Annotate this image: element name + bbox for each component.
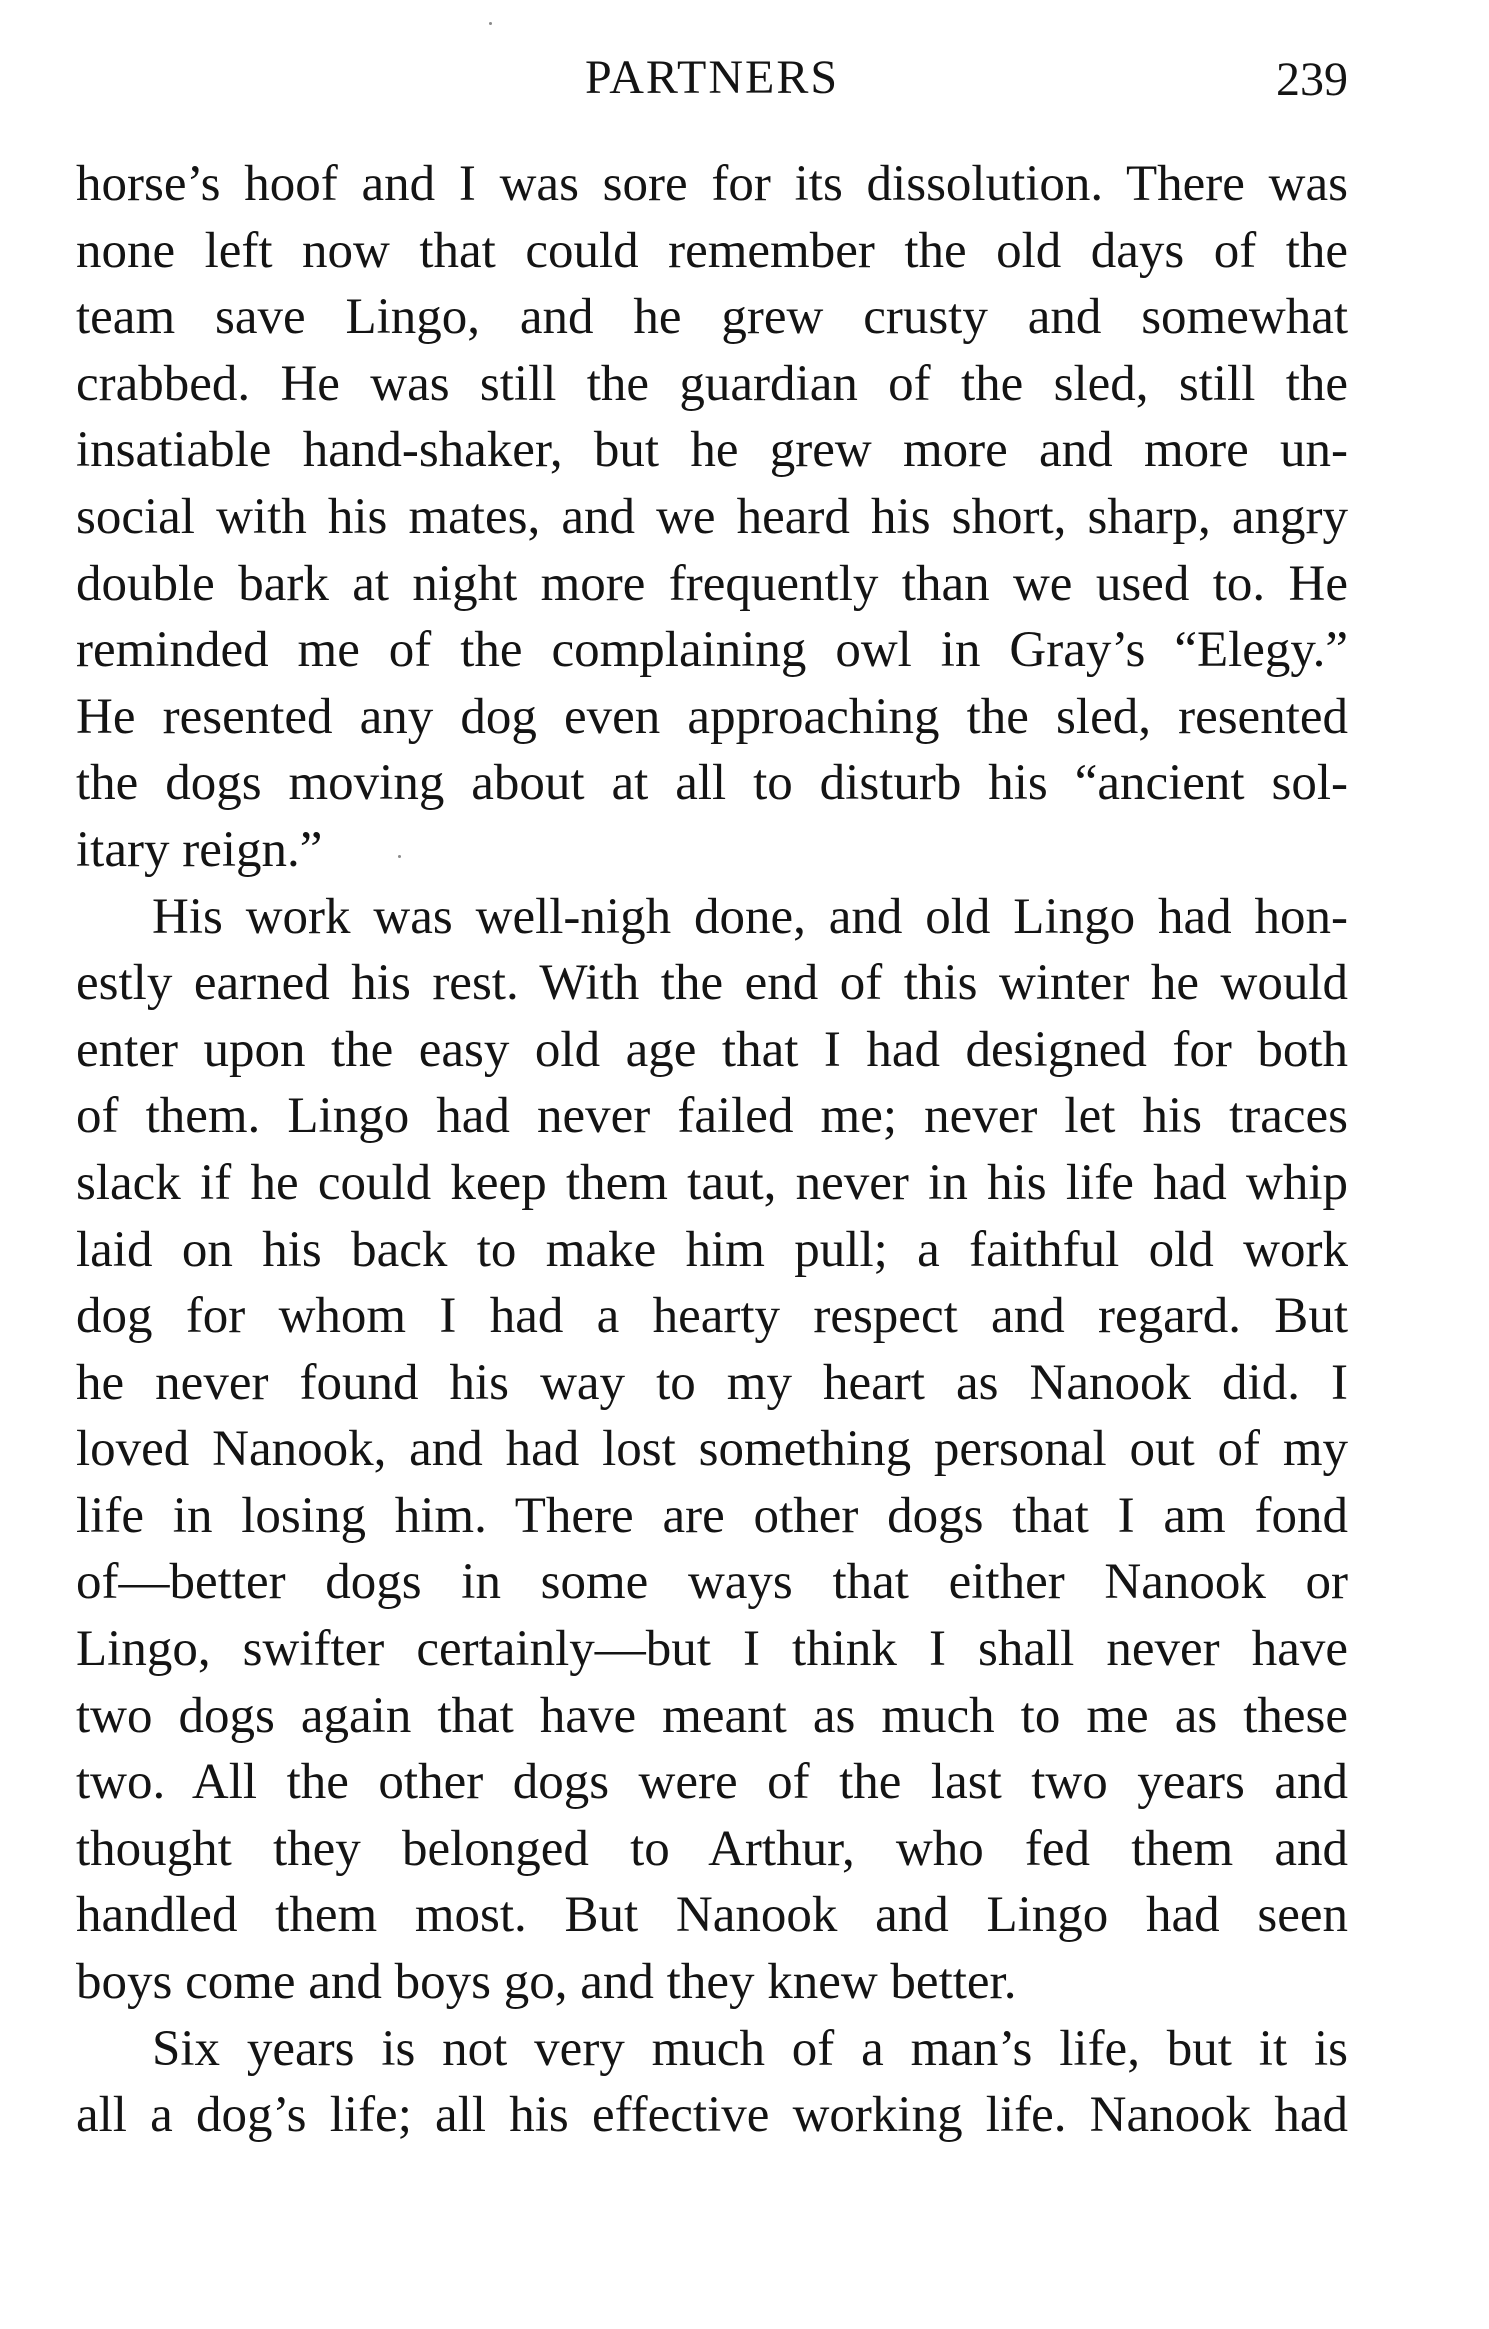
text-line: none left now that could remember the old days of the: [76, 222, 1348, 279]
text-line: slack if he could keep them taut, never in his life had whip: [76, 1154, 1348, 1211]
text-line: he never found his way to my heart as Nanook did. I: [76, 1354, 1348, 1411]
text-line: two. All the other dogs were of the last two years and: [76, 1754, 1348, 1811]
text-line: crabbed. He was still the guardian of the sled, still the: [76, 355, 1348, 412]
text-line: handled them most. But Nanook and Lingo had seen: [76, 1887, 1348, 1944]
text-line: thought they belonged to Arthur, who fed them and: [76, 1820, 1348, 1877]
paragraph-end-line: boys come and boys go, and they knew better.: [76, 1954, 1017, 2011]
text-line: estly earned his rest. With the end of this winter he would: [76, 955, 1348, 1012]
body-text: [76, 151, 1348, 2149]
text-line: reminded me of the complaining owl in Gray’s “Elegy.”: [76, 622, 1348, 679]
text-line: all a dog’s life; all his effective working life. Nanook had: [76, 2087, 1348, 2144]
text-line: team save Lingo, and he grew crusty and somewhat: [76, 289, 1348, 346]
paper-speck: [398, 855, 401, 858]
text-line: two dogs again that have meant as much to me as these: [76, 1687, 1348, 1744]
text-line: insatiable hand-shaker, but he grew more and more un-: [76, 422, 1348, 479]
text-line: horse’s hoof and I was sore for its dissolution. There was: [76, 156, 1348, 212]
text-line: double bark at night more frequently than we used to. He: [76, 555, 1348, 612]
text-line: life in losing him. There are other dogs that I am fond: [76, 1487, 1348, 1544]
text-line: loved Nanook, and had lost something personal out of my: [76, 1421, 1348, 1478]
page-number: 239: [1276, 53, 1348, 106]
text-line: social with his mates, and we heard his short, sharp, angry: [76, 488, 1348, 545]
text-line: of them. Lingo had never failed me; never let his traces: [76, 1088, 1348, 1145]
text-line: He resented any dog even approaching the sled, resented: [76, 688, 1348, 745]
text-line: of—better dogs in some ways that either Nanook or: [76, 1554, 1348, 1611]
paragraph-end-line: itary reign.”: [76, 821, 323, 878]
paragraph-start-line: Six years is not very much of a man’s life, but it is: [152, 2020, 1348, 2077]
running-head: PARTNERS: [584, 51, 840, 104]
text-line: laid on his back to make him pull; a faithful old work: [76, 1221, 1348, 1278]
paper-speck: [489, 22, 492, 25]
paragraph-start-line: His work was well-nigh done, and old Lingo had hon-: [152, 888, 1348, 945]
page-header: [76, 42, 1348, 112]
text-line: Lingo, swifter certainly—but I think I shall never have: [76, 1621, 1348, 1678]
text-line: the dogs moving about at all to disturb his “ancient sol-: [76, 755, 1348, 812]
text-line: enter upon the easy old age that I had designed for both: [76, 1021, 1348, 1078]
text-line: dog for whom I had a hearty respect and regard. But: [76, 1288, 1348, 1345]
